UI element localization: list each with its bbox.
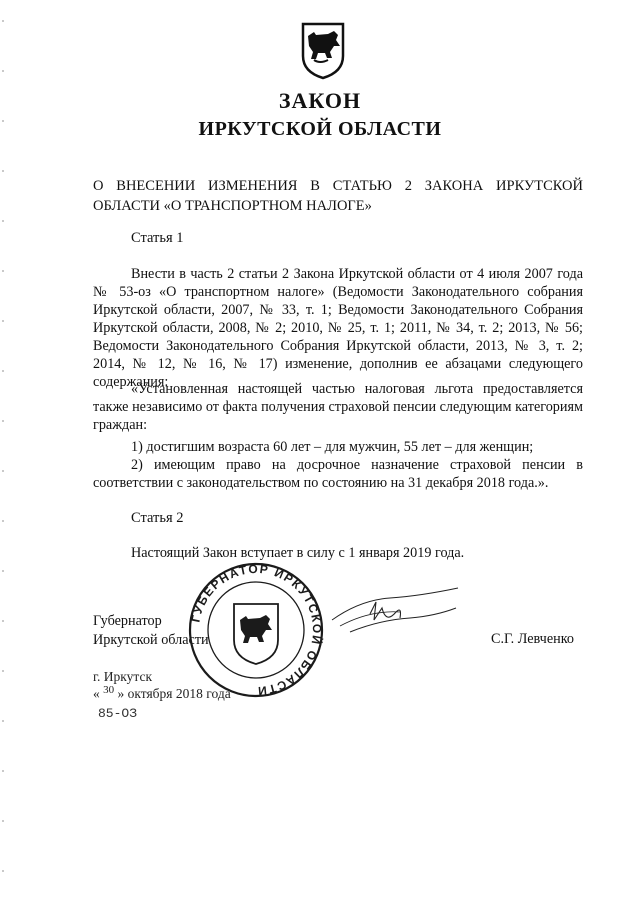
coat-of-arms-icon xyxy=(300,22,346,80)
issuer-title: ИРКУТСКОЙ ОБЛАСТИ xyxy=(198,118,442,140)
official-seal-stamp xyxy=(186,560,326,700)
article-1-label: Статья 1 xyxy=(131,230,184,246)
law-heading: О ВНЕСЕНИИ ИЗМЕНЕНИЯ В СТАТЬЮ 2 ЗАКОНА ИРКУТСКОЙ ОБЛАСТИ «О ТРАНСПОРТНОМ НАЛОГЕ» xyxy=(93,178,583,214)
position-line-2: Иркутской области xyxy=(93,632,209,648)
article-2-paragraph: Настоящий Закон вступает в силу с 1 января 2019 года. xyxy=(131,545,465,561)
article-1-paragraph: Внести в часть 2 статьи 2 Закона Иркутской области от 4 июля 2007 года № 53-оз «О транспортном налоге» (Ведомости Законодательного собрания Иркутской области, 2007, № 33, т. 1; Ведомости Законодательного Собрания Иркутской области, 2008, № 2; 2010, № 25, т. 1; 2011, № 34, т. 2; 2013, № 56; Ведомости Законодательного Собрания Иркутской области, 2013, № 3, т. 2; 2014, № 12, № 16, № 17) изменение, дополнив ее абзацами следующего содержания: xyxy=(93,266,583,390)
position-line-1: Губернатор xyxy=(93,613,162,629)
registration-number: 85-ОЗ xyxy=(98,706,138,721)
article-1-item-1: 1) достигшим возраста 60 лет – для мужчин, 55 лет – для женщин; xyxy=(131,439,534,455)
signing-date xyxy=(93,686,231,702)
signatory-name: С.Г. Левченко xyxy=(491,631,574,647)
date-quote-close: » xyxy=(117,686,125,701)
article-2-label: Статья 2 xyxy=(131,510,184,526)
seal-text: ГУБЕРНАТОР ИРКУТСКОЙ ОБЛАСТИ xyxy=(188,561,325,699)
signing-place: г. Иркутск xyxy=(93,669,152,684)
date-year: 2018 года xyxy=(175,686,231,701)
article-1-quote: «Установленная настоящей частью налоговая льгота предоставляется также независимо от факта получения страховой пенсии следующим категориям граждан: xyxy=(93,381,583,433)
date-quote-open: « xyxy=(93,686,100,701)
date-day: 30 xyxy=(103,684,115,696)
document-type-title: ЗАКОН xyxy=(278,88,362,113)
article-1-item-2: 2) имеющим право на досрочное назначение страховой пенсии в соответствии с законодательством по состоянию на 31 декабря 2018 года.». xyxy=(93,457,583,491)
date-month: октября xyxy=(127,686,173,701)
handwritten-signature xyxy=(330,580,460,640)
